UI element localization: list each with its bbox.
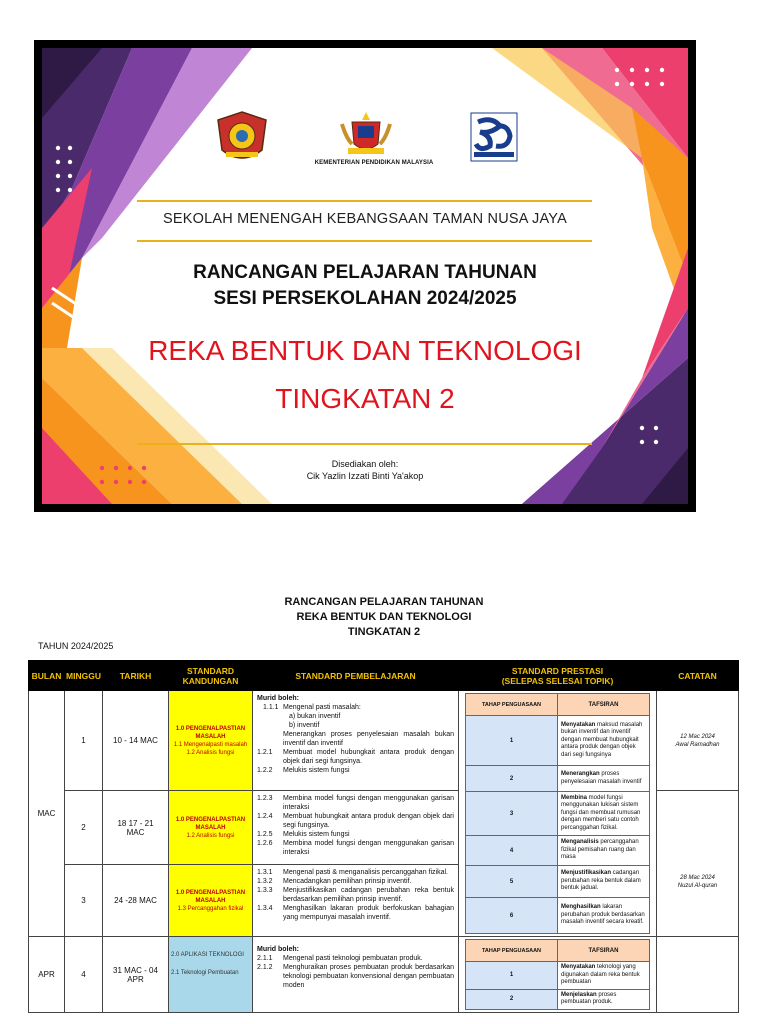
- sk-topic: 1.0 PENGENALPASTIAN MASALAH: [175, 725, 246, 740]
- sp-number: 1.2.3: [257, 795, 273, 802]
- gold-divider-mid: [137, 240, 592, 242]
- prestasi-header-line2: (SELEPAS SELESAI TOPIK): [501, 675, 614, 686]
- sp-number: 2.1.2: [257, 964, 273, 971]
- subject-title: REKA BENTUK DAN TEKNOLOGI: [148, 335, 582, 366]
- school-year: TAHUN 2024/2025: [38, 641, 114, 651]
- prepared-by-name: Cik Yazlin Izzati Binti Ya'akop: [306, 471, 424, 481]
- sk-subtopic: 1.2 Analisis fungsi: [186, 832, 235, 839]
- lesson-plan-table: [28, 660, 739, 1013]
- sp-text: a) bukan inventif: [289, 713, 341, 720]
- gold-divider-bottom: [137, 443, 592, 445]
- tp-description: Menganalisis percanggahan fizikal pemisahan ruang dan masa: [558, 836, 650, 866]
- prestasi-header-line1: STANDARD PRESTASI: [511, 665, 604, 676]
- col-header-minggu: MINGGU: [65, 661, 103, 691]
- col-header-tarikh: TARIKH: [103, 661, 169, 691]
- form-title: TINGKATAN 2: [275, 383, 455, 414]
- sp-text: Mengenal pasti & menganalisis percanggahan fizikal.: [283, 869, 448, 876]
- sp-number: 1.2.6: [257, 840, 273, 847]
- catatan-note: Awal Ramadhan: [675, 741, 720, 748]
- col-header-bulan: BULAN: [29, 661, 65, 691]
- plan-title-line2: SESI PERSEKOLAHAN 2024/2025: [213, 288, 517, 309]
- gold-divider-top: [137, 200, 592, 202]
- col-header-sk: STANDARD KANDUNGAN: [169, 661, 253, 691]
- sp-number: 1.3.1: [257, 869, 273, 876]
- sp-number: 1.1.1: [263, 704, 279, 711]
- program-logo-icon: [470, 112, 518, 162]
- sk-subtopic: 1.1 Mengenalpasti masalah: [173, 741, 248, 748]
- cell-minggu: 3: [65, 865, 103, 937]
- sp-text: Membina model fungsi dengan menggunakan garisan interaksi: [283, 840, 454, 856]
- tp-level: 1: [466, 716, 558, 766]
- cell-standard-kandungan: [169, 691, 253, 791]
- tp-level: 6: [466, 898, 558, 934]
- cell-catatan: [657, 791, 739, 937]
- sp-number: 1.3.2: [257, 878, 273, 885]
- cell-standard-pembelajaran: [253, 937, 459, 1013]
- ministry-crest-icon: [338, 110, 394, 158]
- sp-number: 1.2.1: [257, 749, 273, 756]
- doc-title-line1: RANCANGAN PELAJARAN TAHUNAN: [284, 596, 484, 608]
- sp-intro: Murid boleh:: [257, 695, 299, 702]
- prestasi-table: [465, 693, 650, 934]
- tp-level: 5: [466, 866, 558, 898]
- cell-minggu: 1: [65, 691, 103, 791]
- sk-topic: 1.0 PENGENALPASTIAN MASALAH: [175, 816, 246, 831]
- cover-inner: [42, 48, 688, 504]
- sp-text: Membuat model hubungkait antara produk dengan objek dari segi fungsinya.: [283, 749, 454, 765]
- plan-title-line1: RANCANGAN PELAJARAN TAHUNAN: [193, 262, 537, 283]
- tp-header: TAHAP PENGUASAAN: [466, 940, 558, 962]
- tp-header: TAHAP PENGUASAAN: [466, 694, 558, 716]
- sp-text: Membuat hubungkait antara produk dengan objek dari segi fungsinya.: [283, 813, 454, 829]
- cell-standard-kandungan: [169, 791, 253, 865]
- doc-title-line2: REKA BENTUK DAN TEKNOLOGI: [296, 611, 472, 623]
- sk-subtopic: 1.2 Analisis fungsi: [186, 749, 235, 756]
- sp-text: Mengenal pasti masalah:: [283, 704, 361, 711]
- catatan-date: 12 Mac 2024: [680, 733, 715, 740]
- sp-number: 1.2.5: [257, 831, 273, 838]
- col-header-prestasi: [459, 661, 657, 691]
- prestasi-table: [465, 939, 650, 1010]
- cell-tarikh: 10 - 14 MAC: [103, 691, 169, 791]
- school-name: SEKOLAH MENENGAH KEBANGSAAN TAMAN NUSA JAYA: [163, 211, 567, 227]
- sp-text: b) inventif: [289, 722, 320, 729]
- cell-minggu: 4: [65, 937, 103, 1013]
- tp-description: Membina model fungsi menggunakan lukisan sistem fungsi dan membuat rumusan dengan memberi satu contoh percanggahan fizikal.: [558, 792, 650, 836]
- cell-tarikh: 24 -28 MAC: [103, 865, 169, 937]
- sp-text: Menjustifikasikan cadangan perubahan reka bentuk berdasarkan pemilihan prinsip inventif.: [283, 887, 454, 903]
- col-header-catatan: CATATAN: [657, 661, 739, 691]
- sk-subtopic: 1.3 Percanggahan fizikal: [177, 905, 244, 912]
- tafsiran-header: TAFSIRAN: [558, 940, 650, 962]
- sp-number: 1.3.3: [257, 887, 273, 894]
- sp-number: 1.2.2: [257, 767, 273, 774]
- tp-level: 1: [466, 962, 558, 990]
- tp-description: Menghasilkan lakaran perubahan produk berdasarkan masalah inventif secara kreatif.: [558, 898, 650, 934]
- tp-description: Menyatakan maksud masalah bukan inventif dan inventif dengan membuat hubungkait antara produk dengan objek dari segi fungsinya: [558, 716, 650, 766]
- ministry-name: KEMENTERIAN PENDIDIKAN MALAYSIA: [314, 160, 434, 166]
- tp-level: 2: [466, 989, 558, 1009]
- cell-standard-pembelajaran: [253, 865, 459, 937]
- tp-level: 4: [466, 836, 558, 866]
- sk-topic: 1.0 PENGENALPASTIAN MASALAH: [175, 889, 246, 904]
- sp-number: 1.3.4: [257, 905, 273, 912]
- sp-number: 1.2.4: [257, 813, 273, 820]
- sk-topic: 2.0 APLIKASI TEKNOLOGI: [171, 952, 244, 958]
- school-crest-icon: [214, 110, 270, 166]
- cell-standard-pembelajaran: [253, 791, 459, 865]
- tp-level: 3: [466, 792, 558, 836]
- sp-text: Mencadangkan pemilihan prinsip inventif.: [283, 878, 412, 885]
- cell-catatan: [657, 691, 739, 791]
- cell-tarikh: 31 MAC - 04 APR: [103, 937, 169, 1013]
- prepared-by-label: Disediakan oleh:: [331, 459, 399, 469]
- cell-standard-pembelajaran: [253, 691, 459, 791]
- sp-text: Menghasilkan lakaran produk berfokuskan bahagian yang mempunyai masalah inventif.: [283, 905, 454, 921]
- cell-standard-prestasi: [459, 691, 657, 937]
- cell-minggu: 2: [65, 791, 103, 865]
- cell-standard-kandungan: [169, 865, 253, 937]
- cell-bulan-mac: MAC: [29, 691, 65, 937]
- tafsiran-header: TAFSIRAN: [558, 694, 650, 716]
- sp-text: Menerangkan proses penyelesaian masalah bukan inventif dan inventif: [283, 731, 454, 747]
- tp-description: Menjustifikasikan cadangan perubahan reka bentuk dalam bentuk jadual.: [558, 866, 650, 898]
- tp-description: Menjelaskan proses pembuatan produk.: [558, 989, 650, 1009]
- sk-subtopic: 2.1 Teknologi Pembuatan: [171, 970, 239, 976]
- tp-level: 2: [466, 766, 558, 792]
- cover-page: [34, 40, 696, 512]
- catatan-note: Nuzul Al-quran: [677, 883, 718, 889]
- tp-description: Menyatakan teknologi yang digunakan dalam reka bentuk pembuatan: [558, 962, 650, 990]
- cell-bulan-apr: APR: [29, 937, 65, 1013]
- sp-text: Melukis sistem fungsi: [283, 831, 350, 838]
- catatan-date: 28 Mac 2024: [680, 875, 715, 881]
- sp-text: Membina model fungsi dengan menggunakan garisan interaksi: [283, 795, 454, 811]
- cell-catatan: [657, 937, 739, 1013]
- sp-text: Melukis sistem fungsi: [283, 767, 350, 774]
- tp-description: Menerangkan proses penyelesaian masalah inventif: [558, 766, 650, 792]
- sp-text: Mengenal pasti teknologi pembuatan produk.: [283, 955, 423, 962]
- sp-intro: Murid boleh:: [257, 946, 299, 953]
- doc-title-line3: TINGKATAN 2: [347, 626, 421, 638]
- sp-number: 2.1.1: [257, 955, 273, 962]
- table-row: [29, 937, 739, 1013]
- cell-standard-prestasi: [459, 937, 657, 1013]
- cell-tarikh: 18 17 - 21 MAC: [103, 791, 169, 865]
- sp-text: Menghuraikan proses pembuatan produk berdasarkan teknologi pembuatan konvensional dengan pembuatan moden: [283, 964, 454, 989]
- col-header-sp: STANDARD PEMBELAJARAN: [253, 661, 459, 691]
- table-row: [29, 691, 739, 791]
- table-header-row: [29, 661, 739, 691]
- cell-standard-kandungan: [169, 937, 253, 1013]
